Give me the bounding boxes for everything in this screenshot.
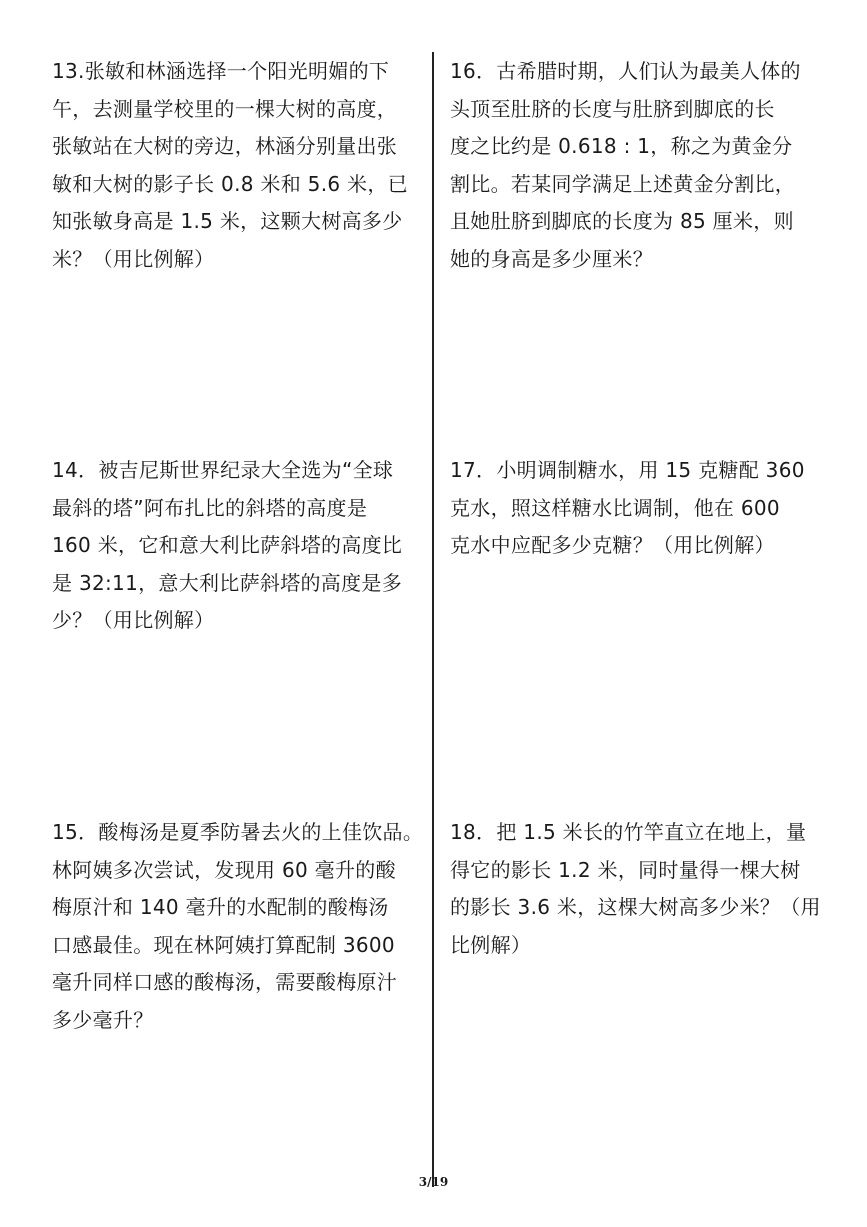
problem-line: 度之比约是 0.618 : 1，称之为黄金分 [450,134,793,158]
problem-line: 梅原汁和 140 毫升的水配制的酸梅汤 [52,895,389,919]
problem-line: 13.张敏和林涵选择一个阳光明媚的下 [52,59,390,83]
problem-line: 是 32:11，意大利比萨斜塔的高度是多 [52,570,402,595]
problem-line: 克水中应配多少克糖？（用比例解） [450,533,775,557]
problem-line: 割比。若某同学满足上述黄金分割比， [450,171,796,196]
problem-line: 林阿姨多次尝试，发现用 60 毫升的酸 [52,857,396,882]
problem-line: 张敏站在大树的旁边，林涵分别量出张 [52,134,398,158]
problem-line: 午，去测量学校里的一棵大树的高度， [52,96,398,121]
problem-line: 口感最佳。现在林阿姨打算配制 3600 [52,932,395,957]
problem-line: 160 米，它和意大利比萨斜塔的高度比 [52,533,403,557]
problem-line: 毫升同样口感的酸梅汤，需要酸梅原汁 [52,970,398,994]
problem-line: 头顶至肚脐的长度与肚脐到脚底的长 [450,96,775,121]
problem-line: 比例解） [450,932,532,957]
problem-15 [52,814,423,1039]
problem-line: 她的身高是多少厘米？ [450,246,653,271]
problem-line: 的影长 3.6 米，这棵大树高多少米？（用 [450,895,821,919]
column-divider [432,52,434,1187]
page-separator: / [427,1175,432,1189]
problem-line: 多少毫升？ [52,1007,154,1032]
problem-line: 最斜的塔”阿布扎比的斜塔的高度是 [52,495,368,520]
problem-line: 14．被吉尼斯世界纪录大全选为“全球 [52,458,394,482]
problem-line: 17．小明调制糖水，用 15 克糖配 360 [450,458,805,482]
problem-line: 16．古希腊时期，人们认为最美人体的 [450,59,801,83]
problem-line: 克水，照这样糖水比调制，他在 600 [450,495,780,520]
problem-17 [450,452,805,565]
problem-line: 且她肚脐到脚底的长度为 85 厘米，则 [450,209,794,233]
problem-14 [52,452,402,640]
problem-16 [450,53,801,278]
problem-line: 知张敏身高是 1.5 米，这颗大树高多少 [52,209,403,233]
page-number [0,1175,867,1189]
page-total: 19 [431,1175,449,1189]
problem-line: 15．酸梅汤是夏季防暑去火的上佳饮品。 [52,820,424,844]
problem-line: 18．把 1.5 米长的竹竿直立在地上，量 [450,820,807,844]
problem-line: 敏和大树的影子长 0.8 米和 5.6 米，已 [52,171,408,196]
problem-13 [52,53,408,278]
problem-line: 得它的影长 1.2 米，同时量得一棵大树 [450,857,801,882]
problem-line: 少？（用比例解） [52,608,215,632]
page-current: 3 [418,1175,428,1189]
problem-18 [450,814,821,964]
problem-line: 米？（用比例解） [52,246,215,271]
